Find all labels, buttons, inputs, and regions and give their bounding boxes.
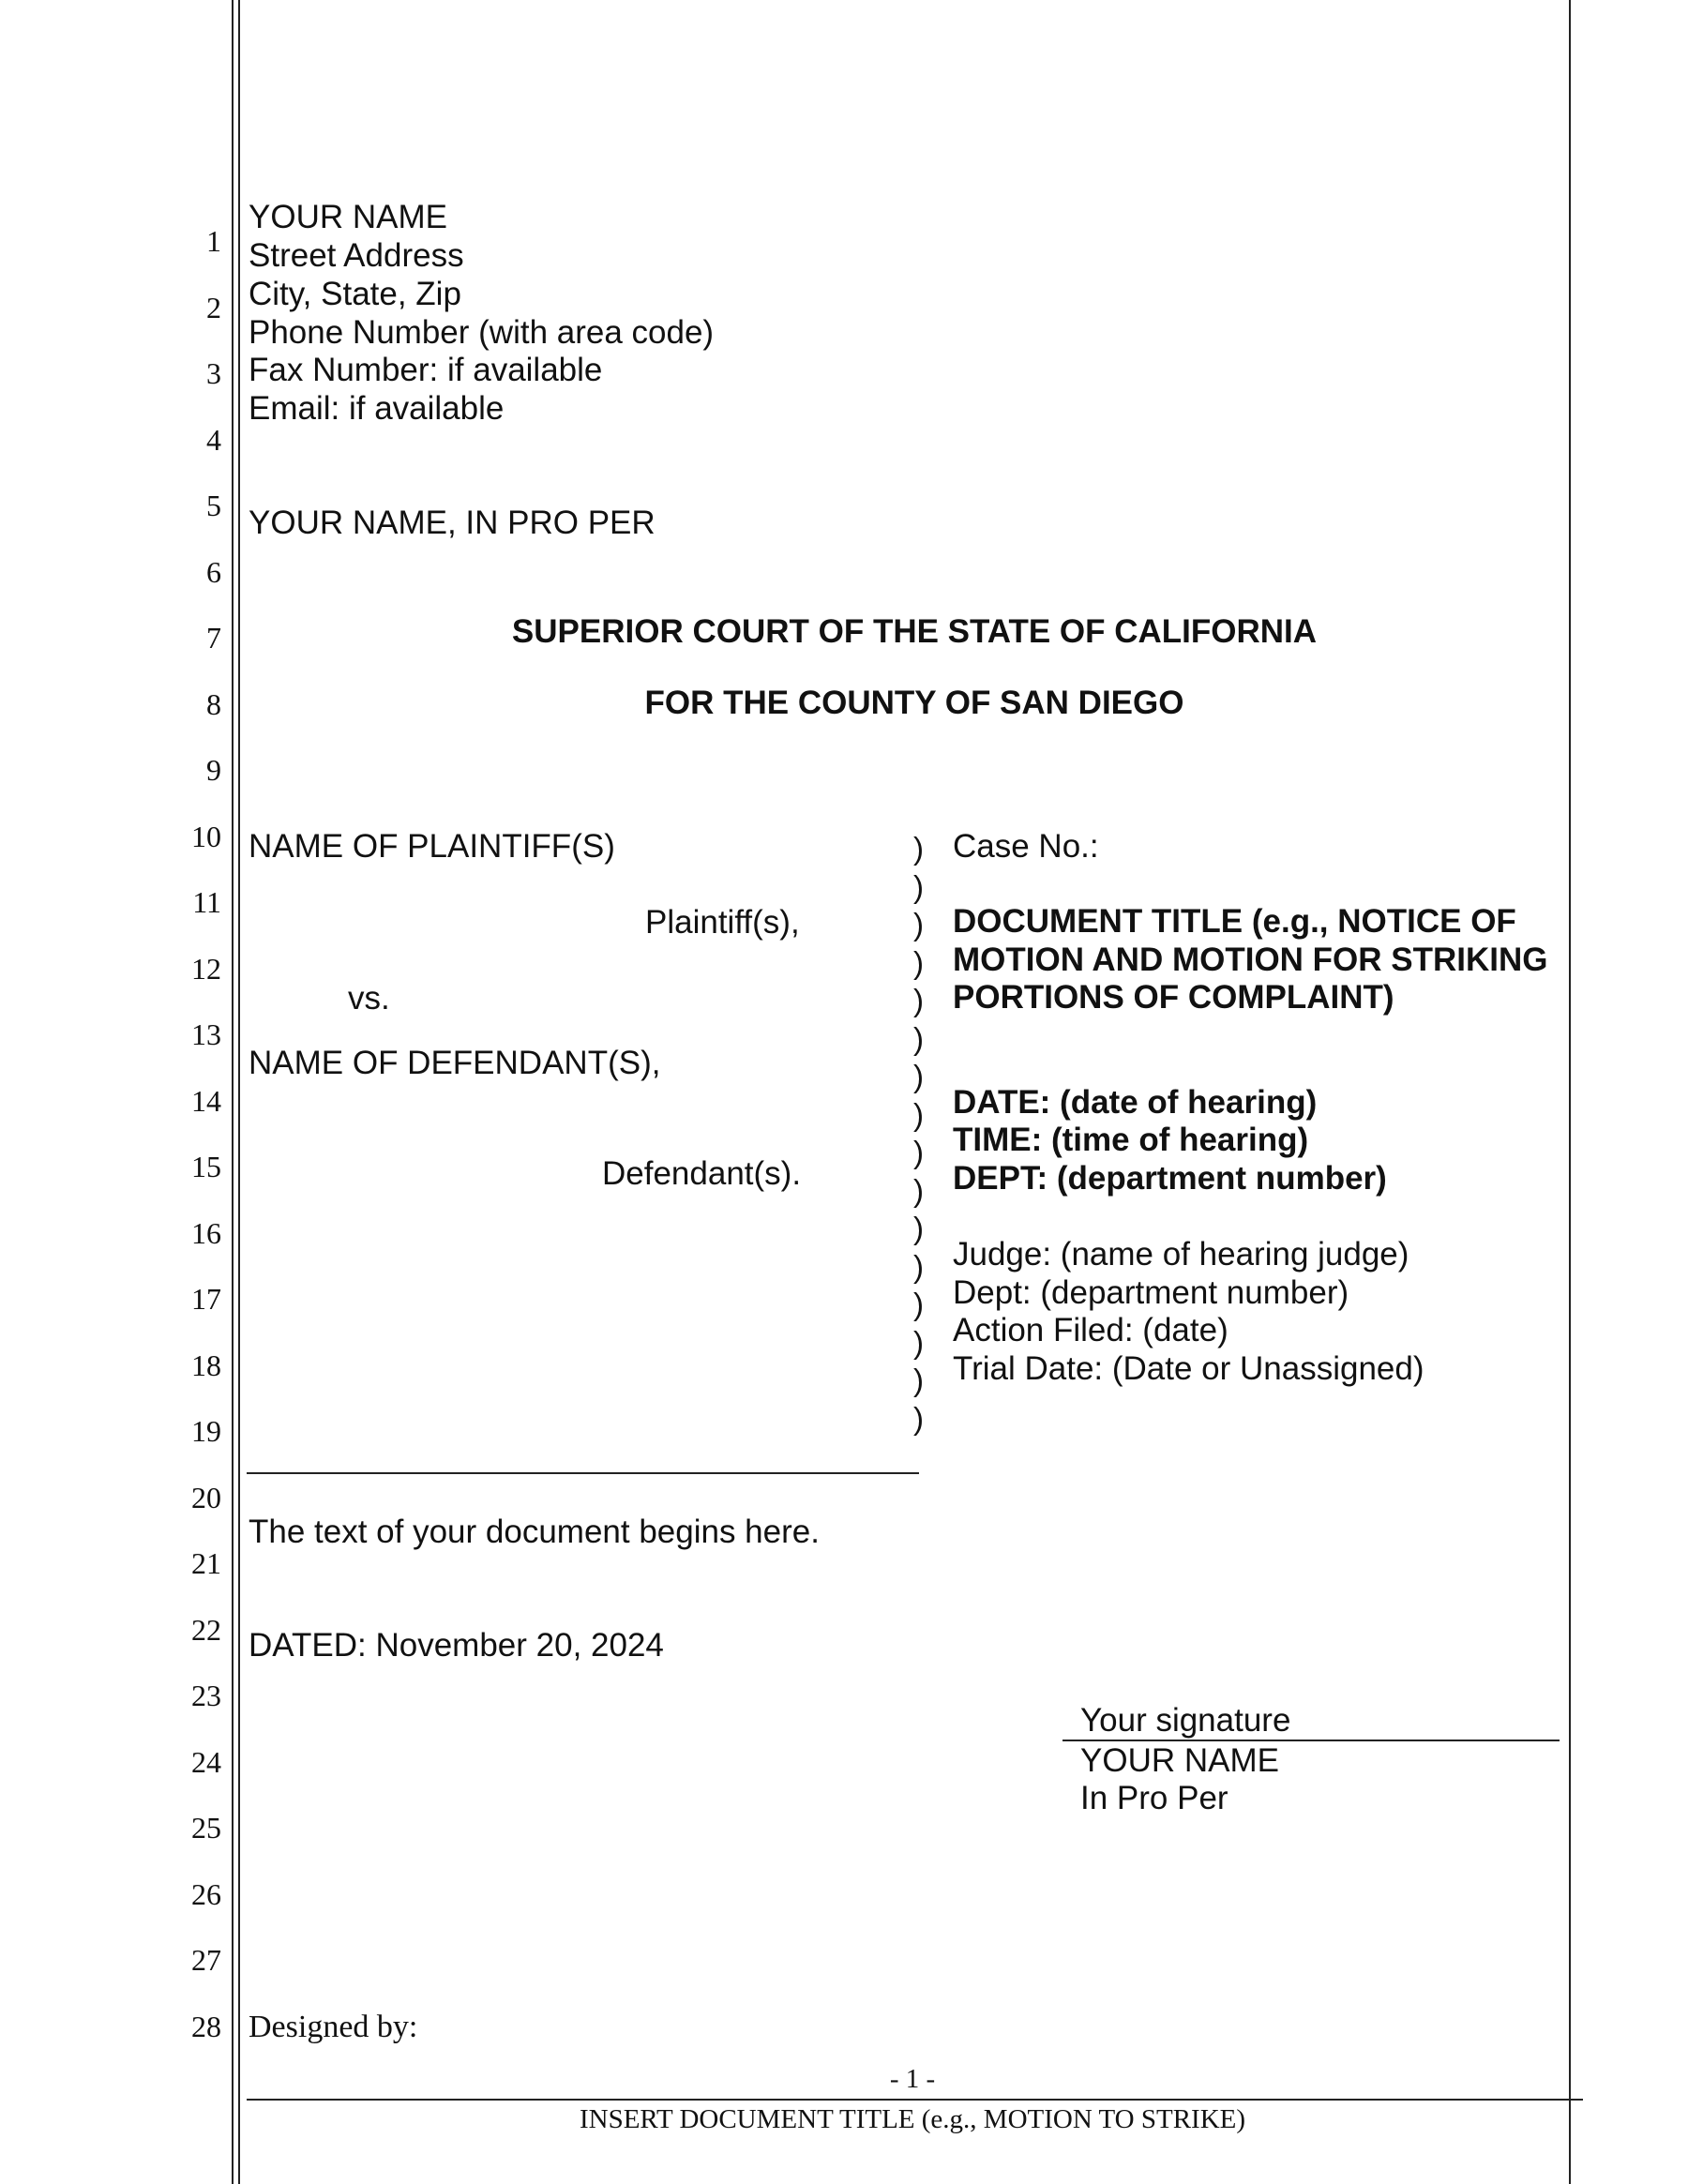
line-number: 20 xyxy=(191,1481,221,1514)
attorney-phone: Phone Number (with area code) xyxy=(249,314,715,351)
paren: ) xyxy=(913,1211,924,1245)
line-number: 21 xyxy=(191,1546,221,1580)
line-number: 18 xyxy=(191,1348,221,1382)
case-number-label: Case No.: xyxy=(953,828,1099,865)
paren: ) xyxy=(913,868,924,904)
line-number: 5 xyxy=(206,489,221,522)
line-number: 22 xyxy=(191,1613,221,1647)
attorney-email: Email: if available xyxy=(249,390,505,427)
line-number: 6 xyxy=(206,555,221,589)
line-number: 26 xyxy=(191,1877,221,1911)
paren: ) xyxy=(913,1324,924,1360)
line-number: 19 xyxy=(191,1414,221,1448)
defendant-role: Defendant(s). xyxy=(602,1155,802,1192)
footer-page-number: - 1 - xyxy=(889,2064,936,2094)
paren: ) xyxy=(913,907,924,941)
dated-line: DATED: November 20, 2024 xyxy=(249,1627,664,1664)
paren: ) xyxy=(913,1135,924,1169)
paren: ) xyxy=(913,831,924,866)
line-number: 9 xyxy=(206,753,221,787)
attorney-city: City, State, Zip xyxy=(249,276,461,312)
line-number: 13 xyxy=(191,1017,221,1051)
paren: ) xyxy=(913,1172,924,1208)
line-number: 28 xyxy=(191,2010,221,2043)
signature-line: Your signature xyxy=(1080,1702,1291,1739)
line-number: 15 xyxy=(191,1150,221,1183)
line-number: 27 xyxy=(191,1943,221,1977)
line-number: 12 xyxy=(191,952,221,986)
document-title-line: DOCUMENT TITLE (e.g., NOTICE OF xyxy=(953,903,1516,940)
left-margin-rule-inner xyxy=(238,0,240,2184)
versus-label: vs. xyxy=(348,980,390,1017)
left-margin-rule-outer xyxy=(232,0,234,2184)
judge-line: Judge: (name of hearing judge) xyxy=(953,1236,1409,1273)
paren: ) xyxy=(913,1059,924,1093)
caption-parentheses xyxy=(913,830,932,1438)
line-number: 2 xyxy=(206,291,221,324)
hearing-dept: DEPT: (department number) xyxy=(953,1160,1387,1197)
line-number: 11 xyxy=(192,885,221,919)
paren: ) xyxy=(913,983,924,1017)
plaintiff-role: Plaintiff(s), xyxy=(645,904,800,941)
attorney-fax: Fax Number: if available xyxy=(249,352,603,388)
paren: ) xyxy=(913,1096,924,1132)
court-name: SUPERIOR COURT OF THE STATE OF CALIFORNIA xyxy=(511,613,1318,650)
appearing-as: YOUR NAME, IN PRO PER xyxy=(249,505,656,541)
paren: ) xyxy=(913,1287,924,1321)
line-number: 17 xyxy=(191,1282,221,1316)
paren: ) xyxy=(913,1363,924,1397)
signer-capacity: In Pro Per xyxy=(1080,1780,1228,1816)
dept-line: Dept: (department number) xyxy=(953,1274,1349,1311)
line-number: 25 xyxy=(191,1811,221,1845)
hearing-date: DATE: (date of hearing) xyxy=(953,1084,1318,1121)
paren: ) xyxy=(913,1248,924,1284)
line-number: 16 xyxy=(191,1216,221,1250)
line-number: 10 xyxy=(191,820,221,853)
attorney-name: YOUR NAME xyxy=(249,199,447,235)
line-number: 8 xyxy=(206,687,221,721)
body-text: The text of your document begins here. xyxy=(249,1514,820,1550)
line-number: 3 xyxy=(206,356,221,390)
defendant-name: NAME OF DEFENDANT(S), xyxy=(249,1045,661,1081)
plaintiff-name: NAME OF PLAINTIFF(S) xyxy=(249,828,615,865)
action-filed-line: Action Filed: (date) xyxy=(953,1312,1228,1348)
hearing-time: TIME: (time of hearing) xyxy=(953,1122,1309,1158)
attorney-street: Street Address xyxy=(249,237,464,274)
line-number: 4 xyxy=(206,423,221,457)
signer-name: YOUR NAME xyxy=(1080,1742,1279,1779)
signature-rule xyxy=(1063,1740,1560,1741)
court-county: FOR THE COUNTY OF SAN DIEGO xyxy=(644,685,1184,721)
document-title-line: MOTION AND MOTION FOR STRIKING xyxy=(953,941,1548,978)
paren: ) xyxy=(913,1020,924,1056)
footer-rule xyxy=(247,2099,1583,2101)
paren: ) xyxy=(913,944,924,980)
footer-document-title: INSERT DOCUMENT TITLE (e.g., MOTION TO STRIKE) xyxy=(579,2104,1246,2134)
line-number: 1 xyxy=(206,224,221,258)
trial-date-line: Trial Date: (Date or Unassigned) xyxy=(953,1350,1424,1387)
paren: ) xyxy=(913,1400,924,1436)
document-title-line: PORTIONS OF COMPLAINT) xyxy=(953,979,1394,1016)
line-number: 24 xyxy=(191,1745,221,1779)
designed-by-label: Designed by: xyxy=(249,2010,418,2044)
line-number: 23 xyxy=(191,1679,221,1712)
line-number: 7 xyxy=(206,621,221,655)
right-margin-rule xyxy=(1569,0,1571,2184)
caption-divider xyxy=(247,1472,919,1474)
line-number: 14 xyxy=(191,1084,221,1118)
